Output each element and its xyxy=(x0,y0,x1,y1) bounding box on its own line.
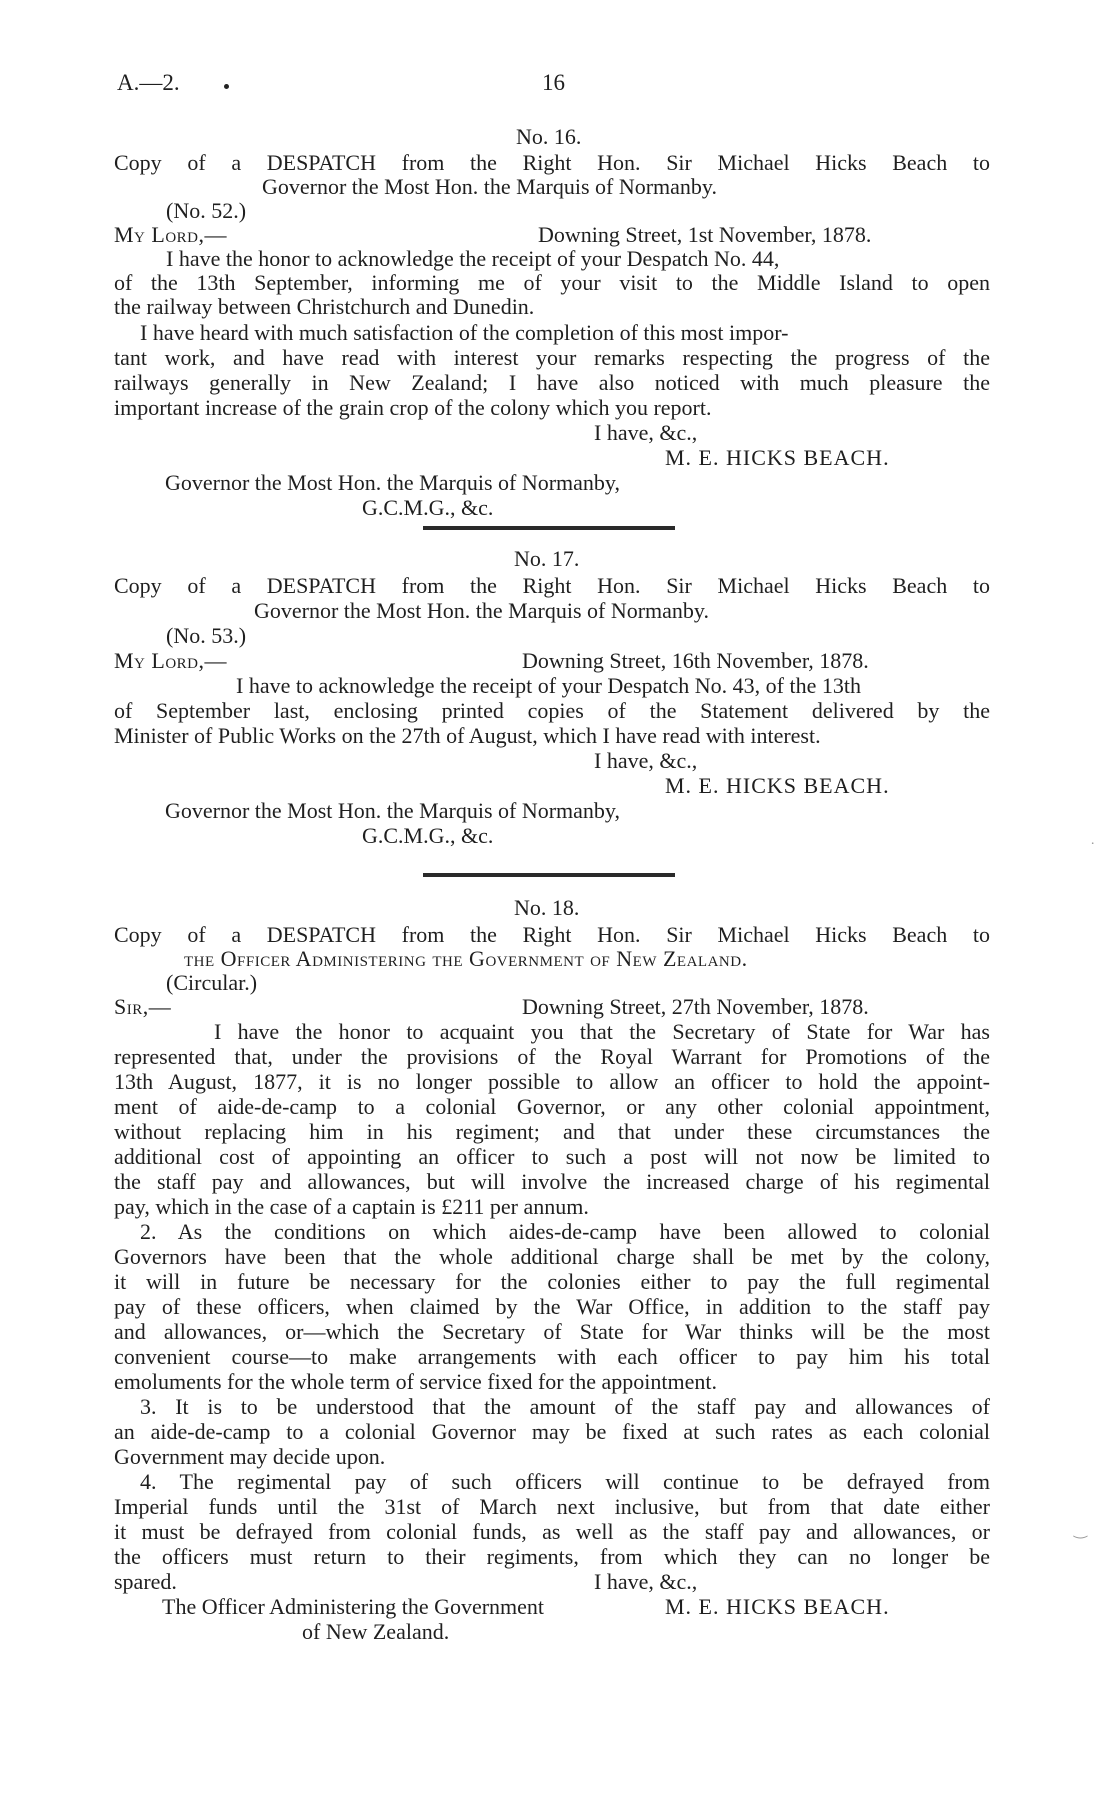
body-line: I have the honor to acknowledge the receipt of your Despatch No. 44, xyxy=(166,246,780,271)
body-line: Imperial funds until the 31st of March next inclusive, but from that date either xyxy=(114,1494,990,1519)
despatch-title-continued: Governor the Most Hon. the Marquis of Normanby. xyxy=(262,174,717,199)
body-line: I have the honor to acquaint you that the Secretary of State for War has xyxy=(214,1019,990,1044)
despatch-title-continued: the Officer Administering the Government of New Zealand. xyxy=(184,946,748,971)
body-line: of the 13th September, informing me of your visit to the Middle Island to open xyxy=(114,270,990,295)
body-line: the officers must return to their regiments, from which they can no longer be xyxy=(114,1544,990,1569)
body-line: and allowances, or—which the Secretary of State for War thinks will be the most xyxy=(114,1319,990,1344)
addressee: Governor the Most Hon. the Marquis of Normanby, xyxy=(165,470,620,495)
closing: I have, &c., xyxy=(594,1569,698,1594)
body-line: 13th August, 1877, it is no longer possible to allow an officer to hold the appoint- xyxy=(114,1069,990,1094)
dateline: Downing Street, 1st November, 1878. xyxy=(538,222,872,247)
signature: M. E. HICKS BEACH. xyxy=(665,1594,890,1619)
margin-mark: ‿ xyxy=(1074,1522,1087,1539)
body-line: spared. xyxy=(114,1569,177,1594)
closing: I have, &c., xyxy=(594,748,698,773)
body-line: Governors have been that the whole additional charge shall be met by the colony, xyxy=(114,1244,990,1269)
despatch-number: No. 18. xyxy=(514,895,580,920)
despatch-number: No. 17. xyxy=(514,546,580,571)
body-line: 4. The regimental pay of such officers will continue to be defrayed from xyxy=(140,1469,990,1494)
salutation: My Lord,— xyxy=(114,222,228,247)
despatch-ref: (No. 53.) xyxy=(166,623,247,648)
despatch-title: Copy of a DESPATCH from the Right Hon. Sir Michael Hicks Beach to xyxy=(114,150,990,175)
despatch-title: Copy of a DESPATCH from the Right Hon. Sir Michael Hicks Beach to xyxy=(114,573,990,598)
dateline: Downing Street, 16th November, 1878. xyxy=(522,648,869,673)
body-line: pay, which in the case of a captain is £211 per annum. xyxy=(114,1194,589,1219)
body-line: 2. As the conditions on which aides-de-camp have been allowed to colonial xyxy=(140,1219,990,1244)
body-line: represented that, under the provisions of the Royal Warrant for Promotions of the xyxy=(114,1044,990,1069)
body-line: additional cost of appointing an officer to such a post will not now be limited to xyxy=(114,1144,990,1169)
body-line: it must be defrayed from colonial funds, as well as the staff pay and allowances, or xyxy=(114,1519,990,1544)
body-line: convenient course—to make arrangements with each officer to pay him his total xyxy=(114,1344,990,1369)
despatch-ref: (No. 52.) xyxy=(166,198,247,223)
page-number: 16 xyxy=(542,70,565,95)
despatch-title: Copy of a DESPATCH from the Right Hon. Sir Michael Hicks Beach to xyxy=(114,922,990,947)
body-line: ment of aide-de-camp to a colonial Governor, or any other colonial appointment, xyxy=(114,1094,990,1119)
document-reference: A.—2. xyxy=(117,70,180,95)
body-line: it will in future be necessary for the colonies either to pay the full regimental xyxy=(114,1269,990,1294)
body-line: Minister of Public Works on the 27th of August, which I have read with interest. xyxy=(114,723,821,748)
despatch-number: No. 16. xyxy=(516,124,582,149)
addressee: The Officer Administering the Government xyxy=(162,1594,545,1619)
body-line: pay of these officers, when claimed by the War Office, in addition to the staff pay xyxy=(114,1294,990,1319)
body-line: the staff pay and allowances, but will involve the increased charge of his regimental xyxy=(114,1169,990,1194)
despatch-ref: (Circular.) xyxy=(166,970,258,995)
salutation: Sir,— xyxy=(114,994,172,1019)
signature: M. E. HICKS BEACH. xyxy=(665,445,890,470)
body-line: Government may decide upon. xyxy=(114,1444,386,1469)
body-line: tant work, and have read with interest your remarks respecting the progress of the xyxy=(114,345,990,370)
dateline: Downing Street, 27th November, 1878. xyxy=(522,994,869,1019)
section-divider xyxy=(423,873,675,877)
body-line: I have to acknowledge the receipt of your Despatch No. 43, of the 13th xyxy=(236,673,861,698)
addressee-honours: G.C.M.G., &c. xyxy=(362,495,494,520)
margin-mark: ˙ xyxy=(1090,840,1096,857)
body-line: railways generally in New Zealand; I have also noticed with much pleasure the xyxy=(114,370,990,395)
body-line: an aide-de-camp to a colonial Governor may be fixed at such rates as each colonial xyxy=(114,1419,990,1444)
addressee: Governor the Most Hon. the Marquis of Normanby, xyxy=(165,798,620,823)
body-line: emoluments for the whole term of service fixed for the appointment. xyxy=(114,1369,717,1394)
despatch-title-continued: Governor the Most Hon. the Marquis of Normanby. xyxy=(254,598,709,623)
body-line: important increase of the grain crop of the colony which you report. xyxy=(114,395,712,420)
body-line: I have heard with much satisfaction of the completion of this most impor- xyxy=(140,320,789,345)
salutation: My Lord,— xyxy=(114,648,228,673)
addressee-honours: G.C.M.G., &c. xyxy=(362,823,494,848)
closing: I have, &c., xyxy=(594,420,698,445)
ink-dot xyxy=(224,84,229,89)
body-line: the railway between Christchurch and Dunedin. xyxy=(114,294,535,319)
section-divider xyxy=(423,526,675,530)
body-line: without replacing him in his regiment; and that under these circumstances the xyxy=(114,1119,990,1144)
signature: M. E. HICKS BEACH. xyxy=(665,773,890,798)
body-line: 3. It is to be understood that the amount of the staff pay and allowances of xyxy=(140,1394,990,1419)
body-line: of September last, enclosing printed copies of the Statement delivered by the xyxy=(114,698,990,723)
addressee-continued: of New Zealand. xyxy=(302,1619,450,1644)
